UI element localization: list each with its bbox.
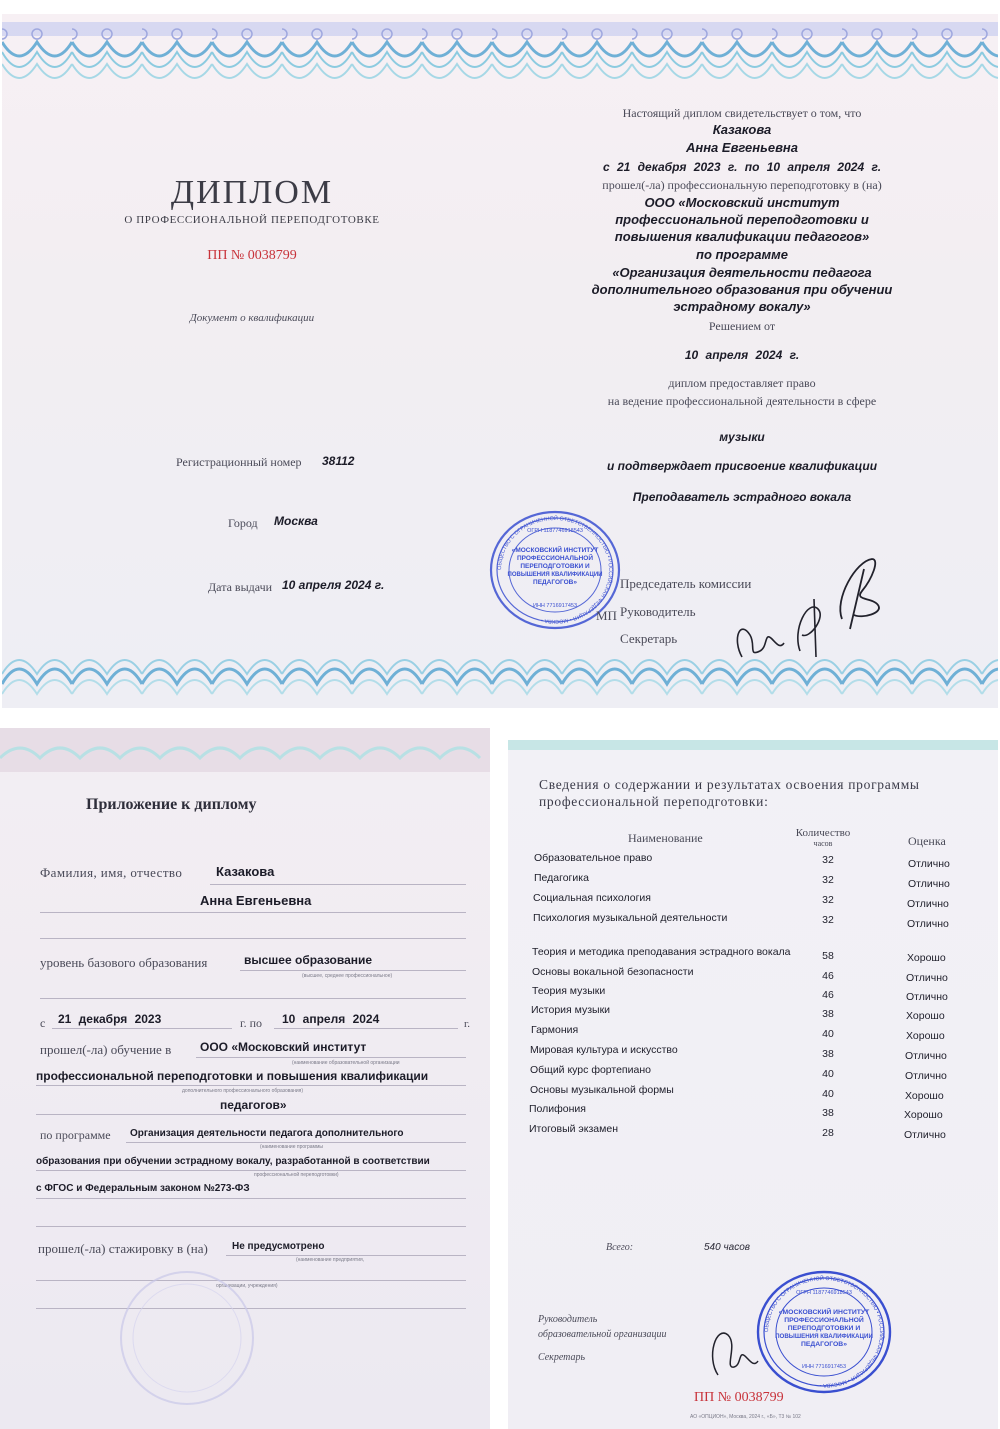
app-program-line-3: с ФГОС и Федеральным законом №273-ФЗ <box>36 1183 250 1194</box>
appendix-sheet <box>0 728 490 1429</box>
results-stamp <box>754 1270 894 1394</box>
subject-hours: 40 <box>822 1088 834 1100</box>
rule <box>40 938 466 939</box>
subject-name: Теория музыки <box>532 985 606 997</box>
org-line-1: ООО «Московский институт <box>644 195 840 210</box>
from-label: с <box>40 1016 46 1030</box>
rule <box>52 1028 232 1029</box>
subject-grade: Отлично <box>907 918 949 930</box>
intern-hint-1: (наименование предприятия, <box>296 1257 365 1263</box>
rule <box>226 1255 466 1256</box>
program-hint-1: (наименование программы <box>260 1144 323 1150</box>
intern-hint-2: организации, учреждения) <box>216 1283 278 1289</box>
right-text-2: на ведение профессиональной деятельности в сфере <box>607 394 877 408</box>
table-row <box>508 872 998 888</box>
results-stamp-inn: ИНН 7716917453 <box>801 1364 847 1370</box>
intro-text: Настоящий диплом свидетельствует о том, что <box>622 106 862 120</box>
subject-name: Гармония <box>531 1024 579 1036</box>
fio-name: Анна Евгеньевна <box>200 893 312 908</box>
table-row <box>508 892 998 908</box>
results-heading-1: Сведения о содержании и результатах освоения программы <box>539 777 920 792</box>
subject-hours: 40 <box>822 1028 834 1040</box>
subject-name: Основы музыкальной формы <box>530 1084 674 1096</box>
decision-date: 10 апреля 2024 г. <box>684 348 800 362</box>
year-suffix: г. <box>464 1018 471 1030</box>
results-sheet <box>508 740 998 1429</box>
results-head-label-2: образовательной организации <box>538 1329 667 1340</box>
passed-text: прошел(-ла) профессиональную переподготовку в (на) <box>602 178 882 192</box>
rule <box>240 970 466 971</box>
stamp-line-2: ПРОФЕССИОНАЛЬНОЙ <box>516 555 594 562</box>
subject-hours: 46 <box>822 989 834 1001</box>
subject-grade: Отлично <box>908 878 950 890</box>
secretary-label: Секретарь <box>620 631 678 646</box>
top-ornament-band <box>2 22 998 100</box>
appendix-top-band <box>0 728 490 772</box>
rule <box>126 1142 466 1143</box>
subject-name: Мировая культура и искусство <box>530 1044 678 1056</box>
to-value: 10 апреля 2024 <box>282 1012 380 1026</box>
diploma-subtitle: О ПРОФЕССИОНАЛЬНОЙ ПЕРЕПОДГОТОВКЕ <box>124 214 380 226</box>
table-row <box>508 1064 998 1080</box>
subject-hours: 58 <box>822 950 834 962</box>
table-row <box>508 852 998 868</box>
table-row <box>508 1044 998 1060</box>
col-hours-sub: часов <box>813 839 833 848</box>
appendix-title: Приложение к диплому <box>86 796 257 813</box>
col-name: Наименование <box>628 831 703 845</box>
rule <box>40 998 466 999</box>
col-hours: Количество <box>795 827 851 839</box>
qualification-value: Преподаватель эстрадного вокала <box>632 490 852 504</box>
subject-grade: Отлично <box>907 898 949 910</box>
subject-grade: Хорошо <box>905 1090 944 1102</box>
study-label: прошел(-ла) обучение в <box>40 1042 172 1057</box>
diploma-number: ПП № 0038799 <box>207 248 297 263</box>
total-value: 540 часов <box>704 1242 750 1253</box>
results-stamp-line-1: «МОСКОВСКИЙ ИНСТИТУТ <box>778 1309 870 1316</box>
issue-date-label: Дата выдачи <box>208 580 273 594</box>
subject-hours: 40 <box>822 1068 834 1080</box>
results-secretary-label: Секретарь <box>538 1352 586 1363</box>
stamp-ogrn: ОГРН 1187746918543 <box>527 528 583 534</box>
stamp-line-1: «МОСКОВСКИЙ ИНСТИТУТ <box>511 547 599 554</box>
stamp-line-3: ПЕРЕПОДГОТОВКИ И <box>520 563 590 570</box>
subject-hours: 32 <box>822 894 834 906</box>
results-number: ПП № 0038799 <box>694 1390 784 1405</box>
city-value: Москва <box>274 514 318 528</box>
doc-type-label: Документ о квалификации <box>189 312 315 324</box>
subject-name: Основы вокальной безопасности <box>532 966 694 978</box>
rule <box>196 1057 466 1058</box>
program-line-3: эстрадному вокалу» <box>673 299 811 314</box>
table-row <box>508 912 998 928</box>
app-org-line-1: ООО «Московский институт <box>200 1040 367 1054</box>
results-stamp-line-3: ПЕРЕПОДГОТОВКИ И <box>787 1325 861 1332</box>
program-label: по программе <box>696 247 788 262</box>
subject-name: Общий курс фортепиано <box>530 1064 651 1076</box>
decision-label: Решением от <box>708 319 776 333</box>
fio-surname: Казакова <box>216 864 275 879</box>
program-line-1: «Организация деятельности педагога <box>612 265 872 280</box>
results-top-band <box>508 740 998 750</box>
results-heading-2: профессиональной переподготовки: <box>539 794 769 809</box>
edu-label: уровень базового образования <box>40 955 208 970</box>
subject-grade: Хорошо <box>906 1030 945 1042</box>
confirm-text: и подтверждает присвоение квалификации <box>606 459 878 473</box>
subject-grade: Отлично <box>905 1050 947 1062</box>
total-label: Всего: <box>606 1242 634 1253</box>
rule <box>36 1085 466 1086</box>
subject-grade: Отлично <box>905 1070 947 1082</box>
org-hint-2: дополнительного профессионального образования) <box>182 1088 304 1094</box>
table-row <box>508 1084 998 1100</box>
table-row <box>508 966 998 982</box>
subject-hours: 38 <box>822 1008 834 1020</box>
app-program-line-2: образования при обучении эстрадному вокалу, разработанной в соответствии <box>36 1156 430 1167</box>
diploma-title: ДИПЛОМ <box>170 174 334 211</box>
subject-hours: 32 <box>822 874 834 886</box>
stamp-line-4: ПОВЫШЕНИЯ КВАЛИФИКАЦИИ <box>507 572 603 578</box>
subject-hours: 46 <box>822 970 834 982</box>
subject-grade: Отлично <box>906 972 948 984</box>
rule <box>210 884 466 885</box>
results-head-label-1: Руководитель <box>538 1314 598 1325</box>
subject-name: Образовательное право <box>534 852 653 864</box>
subject-name: Психология музыкальной деятельности <box>533 912 728 924</box>
subject-grade: Хорошо <box>907 952 946 964</box>
edu-value: высшее образование <box>244 953 373 967</box>
program-line-2: дополнительного образования при обучении <box>591 282 893 297</box>
rule <box>36 1226 466 1227</box>
results-stamp-line-4: ПОВЫШЕНИЯ КВАЛИФИКАЦИИ <box>775 1333 873 1340</box>
org-hint-1: (наименование образовательной организации <box>292 1060 400 1066</box>
imprint: АО «ОПЦИОН», Москва, 2024 г., «Б», Т3 № 102 <box>690 1414 801 1420</box>
subject-grade: Отлично <box>908 858 950 870</box>
subject-name: Итоговый экзамен <box>529 1123 619 1135</box>
signatures <box>722 539 892 669</box>
subject-name: Педагогика <box>534 872 589 884</box>
table-row <box>508 1024 998 1040</box>
table-row <box>508 985 998 1001</box>
mp-label: МП <box>596 608 617 623</box>
subject-name: Полифония <box>529 1103 586 1115</box>
from-value: 21 декабря 2023 <box>58 1012 162 1026</box>
subject-hours: 32 <box>822 914 834 926</box>
table-row <box>508 1004 998 1020</box>
intern-value: Не предусмотрено <box>232 1241 325 1252</box>
table-row <box>508 946 998 962</box>
rule <box>36 1198 466 1199</box>
program-hint-2: профессиональной переподготовки) <box>254 1172 339 1178</box>
subject-name: Теория и методика преподавания эстрадного вокала <box>532 946 791 958</box>
rule <box>274 1028 458 1029</box>
results-stamp-ogrn: ОГРН 1187746918543 <box>796 1290 852 1296</box>
study-period: с 21 декабря 2023 г. по 10 апреля 2024 г. <box>602 160 882 174</box>
results-stamp-line-2: ПРОФЕССИОНАЛЬНОЙ <box>784 1317 864 1324</box>
subject-name: Социальная психология <box>533 892 651 904</box>
stamp-line-5: ПЕДАГОГОВ» <box>533 579 577 586</box>
rule <box>40 912 466 913</box>
stamp-ring-text: ОБЩЕСТВО С ОГРАНИЧЕННОЙ ОТВЕТСТВЕННОСТЬЮ • РОССИЙСКАЯ ФЕДЕРАЦИЯ • МОСКВА • <box>496 515 614 625</box>
reg-number-label: Регистрационный номер <box>176 455 302 469</box>
subject-grade: Хорошо <box>904 1109 943 1121</box>
subject-name: История музыки <box>531 1004 611 1016</box>
to-label: г. по <box>240 1016 262 1030</box>
intern-label: прошел(-ла) стажировку в (на) <box>38 1241 208 1256</box>
subject-grade: Отлично <box>904 1129 946 1141</box>
edu-hint: (высшее, среднее профессиональное) <box>302 973 393 979</box>
diploma-sheet <box>2 14 998 708</box>
rule <box>36 1170 466 1171</box>
results-stamp-ring: ОБЩЕСТВО С ОГРАНИЧЕННОЙ ОТВЕТСТВЕННОСТЬЮ • РОССИЙСКАЯ ФЕДЕРАЦИЯ • МОСКВА • <box>763 1275 885 1389</box>
table-row <box>508 1123 998 1139</box>
city-label: Город <box>228 516 258 530</box>
subject-hours: 38 <box>822 1048 834 1060</box>
app-org-line-3: педагогов» <box>220 1098 287 1112</box>
results-stamp-line-5: ПЕДАГОГОВ» <box>801 1341 847 1348</box>
fio-label: Фамилия, имя, отчество <box>40 865 183 880</box>
org-line-2: профессиональной переподготовки и <box>615 212 869 227</box>
subject-hours: 28 <box>822 1127 834 1139</box>
issue-date-value: 10 апреля 2024 г. <box>282 578 385 592</box>
stamp-inn: ИНН 7716917453 <box>532 603 578 609</box>
org-line-3: повышения квалификации педагогов» <box>614 229 870 244</box>
subject-hours: 32 <box>822 854 834 866</box>
app-org-line-2: профессиональной переподготовки и повышения квалификации <box>36 1069 429 1083</box>
subject-hours: 38 <box>822 1107 834 1119</box>
watermark-seal <box>112 1263 262 1413</box>
right-text-1: диплом предоставляет право <box>668 376 816 390</box>
head-label: Руководитель <box>620 604 696 619</box>
reg-number-value: 38112 <box>322 454 355 468</box>
app-program-line-1: Организация деятельности педагога дополнительного <box>130 1128 404 1139</box>
rule <box>36 1114 466 1115</box>
sphere-value: музыки <box>719 430 765 444</box>
app-program-label: по программе <box>40 1128 111 1142</box>
subject-grade: Хорошо <box>906 1010 945 1022</box>
table-row <box>508 1103 998 1119</box>
chair-label: Председатель комиссии <box>620 576 752 591</box>
subject-grade: Отлично <box>906 991 948 1003</box>
graduate-surname: Казакова <box>712 122 772 137</box>
graduate-name: Анна Евгеньевна <box>685 140 799 155</box>
col-grade: Оценка <box>908 834 946 848</box>
